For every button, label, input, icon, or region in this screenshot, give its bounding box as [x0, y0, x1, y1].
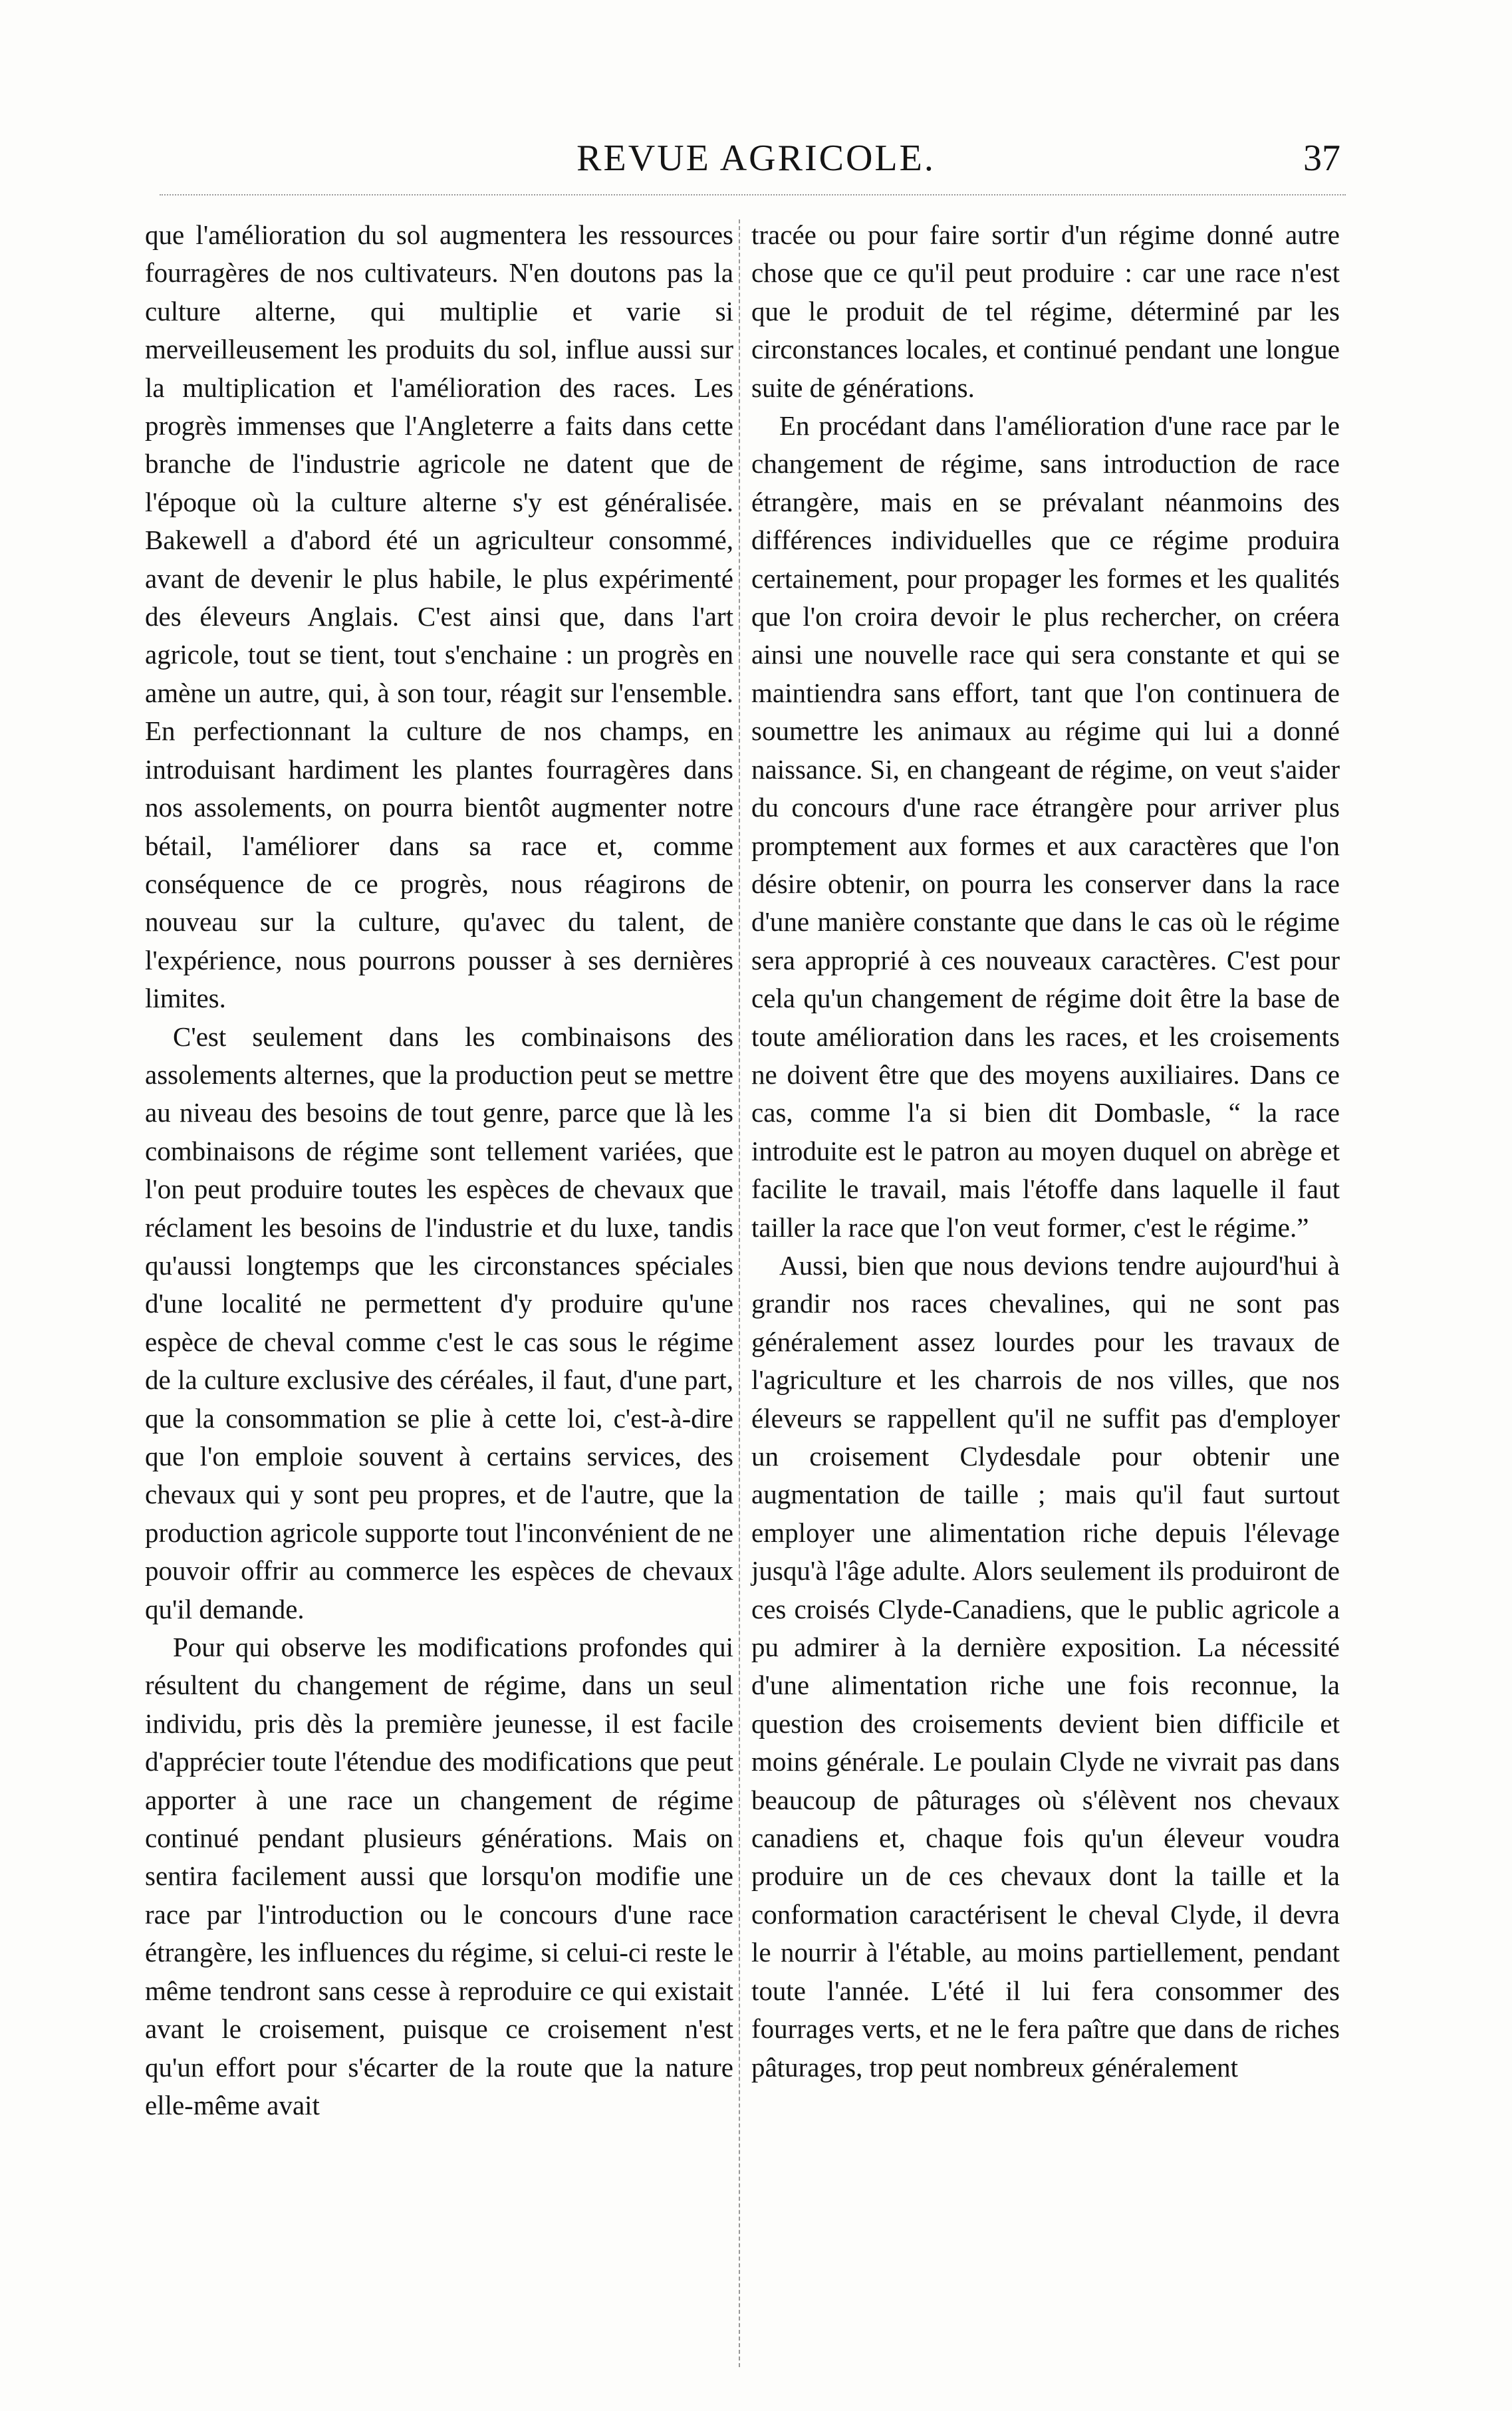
running-head	[0, 137, 1512, 190]
right-paragraph-3: Aussi, bien que nous devions tendre aujourd'hui à grandir nos races chevalines, qui ne sont pas généralement assez lourdes pour les travaux de l'agriculture et les charrois de nos villes, que nos éleveurs se rappellent qu'il ne suffit pas d'employer un croisement Clydesdale pour obtenir une augmentation de taille ; mais qu'il faut surtout employer une alimentation riche depuis l'élevage jusqu'à l'âge adulte. Alors seulement ils produiront de ces croisés Clyde-Canadiens, que le public agricole a pu admirer à la dernière exposition. La nécessité d'une alimentation riche une fois reconnue, la question des croisements devient bien difficile et moins générale. Le poulain Clyde ne vivrait pas dans beaucoup de pâturages où s'élèvent nos chevaux canadiens et, chaque fois qu'un éleveur voudra produire un de ces chevaux dont la taille et la conformation caractérisent le cheval Clyde, il devra le nourrir à l'étable, au moins partiellement, pendant toute l'année. L'été il lui fera consommer des fourrages verts, et ne le fera paître que dans de riches pâturages, trop peut nombreux généralement	[751, 1249, 1340, 2083]
right-column	[751, 216, 1340, 2087]
header-rule	[160, 194, 1346, 195]
left-paragraph-2: C'est seulement dans les combinaisons des assolements alternes, que la production peut se mettre au niveau des besoins de tout genre, parce que là les combinaisons de régime sont tellement variées, que l'on peut produire toutes les espèces de chevaux que réclament les besoins de l'industrie et du luxe, tandis qu'aussi longtemps que les circonstances spéciales d'une localité ne permettent d'y produire qu'une espèce de cheval comme c'est le cas sous le régime de la culture exclusive des céréales, il faut, d'une part, que la consommation se plie à cette loi, c'est-à-dire que l'on emploie souvent à certains services, des chevaux qui y sont peu propres, et de l'autre, que la production agricole supporte tout l'inconvénient de ne pouvoir offrir au commerce les espèces de chevaux qu'il demande.	[145, 1021, 733, 1624]
left-paragraph-3: Pour qui observe les modifications profondes qui résultent du changement de régime, dans un seul individu, pris dès la première jeunesse, il est facile d'apprécier toute l'étendue des modifications que peut apporter à une race un changement de régime continué pendant plusieurs générations. Mais on sentira facilement aussi que lorsqu'on modifie une race par l'introduction ou le concours d'une race étrangère, les influences du régime, si celui-ci reste le même tendront sans cesse à reproduire ce qui existait avant le croisement, puisque ce croisement n'est qu'un effort pour s'écarter de la route que la nature elle-même avait	[145, 1632, 733, 2120]
column-divider	[739, 219, 740, 2367]
right-paragraph-1: tracée ou pour faire sortir d'un régime donné autre chose que ce qu'il peut produire : car une race n'est que le produit de tel régime, déterminé par les circonstances locales, et continué pendant une longue suite de générations.	[751, 219, 1340, 403]
left-paragraph-1: que l'amélioration du sol augmentera les ressources fourragères de nos cultivateurs. N'en doutons pas la culture alterne, qui multiplie et varie si merveilleusement les produits du sol, influe aussi sur la multiplication et l'amélioration des races. Les progrès immenses que l'Angleterre a faits dans cette branche de l'industrie agricole ne datent que de l'époque où la culture alterne s'y est généralisée. Bakewell a d'abord été un agriculteur consommé, avant de devenir le plus habile, le plus expérimenté des éleveurs Anglais. C'est ainsi que, dans l'art agricole, tout se tient, tout s'enchaine : un progrès en amène un autre, qui, à son tour, réagit sur l'ensemble. En perfectionnant la culture de nos champs, en introduisant hardiment les plantes fourragères dans nos assolements, on pourra bientôt augmenter notre bétail, l'améliorer dans sa race et, comme conséquence de ce progrès, nous réagirons de nouveau sur la culture, qu'avec du talent, de l'expérience, nous pourrons pousser à ses dernières limites.	[145, 219, 733, 1014]
page-number: 37	[1303, 138, 1340, 179]
running-title: REVUE AGRICOLE.	[576, 138, 936, 179]
left-column	[145, 216, 733, 2124]
right-paragraph-2: En procédant dans l'amélioration d'une race par le changement de régime, sans introduction de race étrangère, mais en se prévalant néanmoins des différences individuelles que ce régime produira certainement, pour propager les formes et les qualités que l'on croira devoir le plus rechercher, on créera ainsi une nouvelle race qui sera constante et qui se maintiendra sans effort, tant que l'on continuera de soumettre les animaux au régime qui lui a donné naissance. Si, en changeant de régime, on veut s'aider du concours d'une race étrangère pour arriver plus promptement aux formes et aux caractères que l'on désire obtenir, on pourra les conserver dans la race d'une manière constante que dans le cas où le régime sera approprié à ces nouveaux caractères. C'est pour cela qu'un changement de régime doit être la base de toute amélioration dans les races, et les croisements ne doivent être que des moyens auxiliaires. Dans ce cas, comme l'a si bien dit Dombasle, “ la race introduite est le patron au moyen duquel on abrège et facilite le travail, mais l'étoffe dans laquelle il faut tailler la race que l'on veut former, c'est le régime.”	[751, 410, 1340, 1243]
